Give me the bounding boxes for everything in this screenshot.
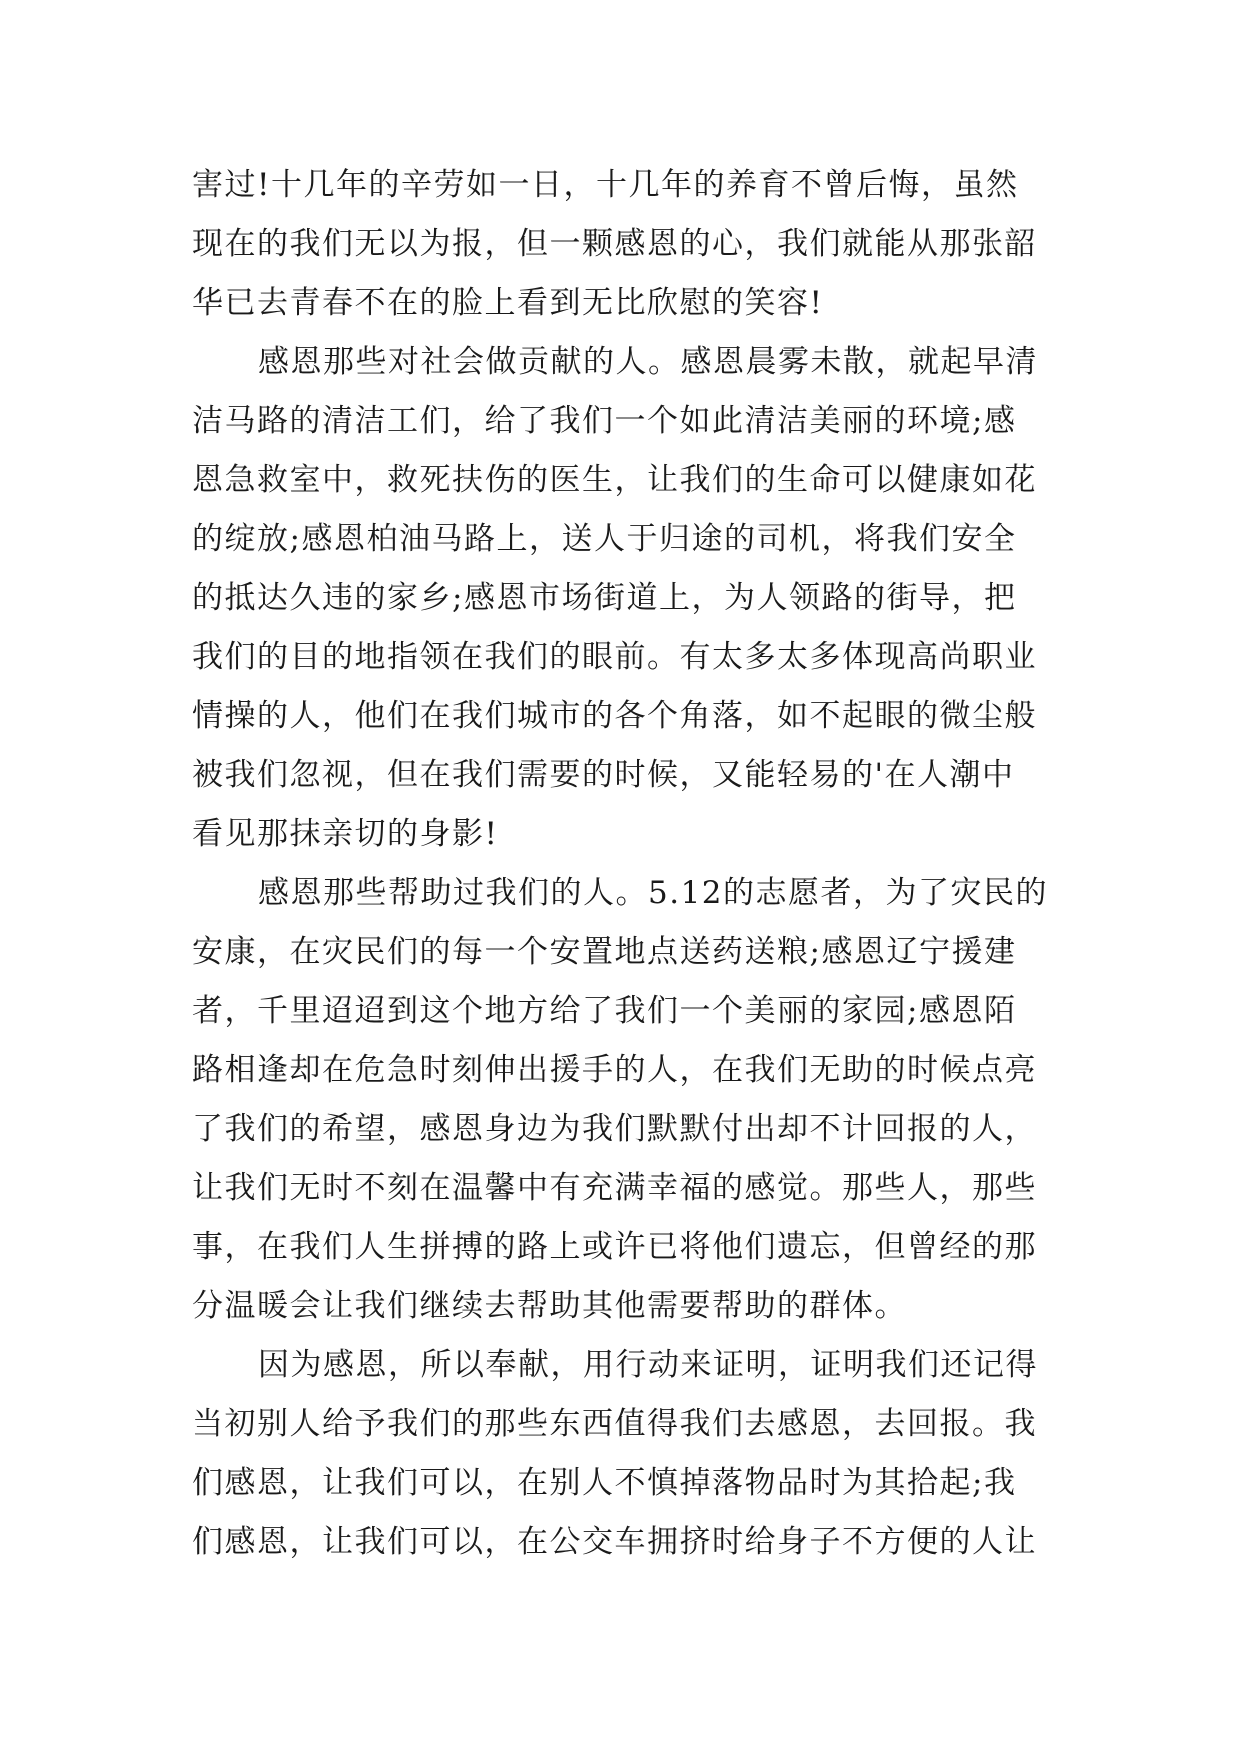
paragraph-start-line: 感恩那些对社会做贡献的人。感恩晨雾未散，就起早清 [258, 344, 1038, 380]
text-line: 现在的我们无以为报，但一颗感恩的心，我们就能从那张韶 [192, 226, 1037, 262]
text-line: 们感恩，让我们可以，在公交车拥挤时给身子不方便的人让 [192, 1524, 1037, 1560]
text-line: 洁马路的清洁工们，给了我们一个如此清洁美丽的环境;感 [192, 403, 1017, 439]
text-line: 了我们的希望，感恩身边为我们默默付出却不计回报的人， [192, 1111, 1037, 1147]
text-line: 分温暖会让我们继续去帮助其他需要帮助的群体。 [192, 1288, 907, 1324]
text-line: 看见那抹亲切的身影! [192, 816, 499, 852]
paragraph-start-line: 感恩那些帮助过我们的人。5.12的志愿者，为了灾民的 [258, 875, 1049, 911]
text-line: 的抵达久违的家乡;感恩市场街道上，为人领路的街导，把 [192, 580, 1017, 616]
text-line: 情操的人，他们在我们城市的各个角落，如不起眼的微尘般 [192, 698, 1037, 734]
text-line: 被我们忽视，但在我们需要的时候，又能轻易的'在人潮中 [192, 757, 1015, 793]
text-line: 让我们无时不刻在温馨中有充满幸福的感觉。那些人，那些 [192, 1170, 1037, 1206]
text-line: 们感恩，让我们可以，在别人不慎掉落物品时为其拾起;我 [192, 1465, 1017, 1501]
text-line: 路相逢却在危急时刻伸出援手的人，在我们无助的时候点亮 [192, 1052, 1037, 1088]
paragraph-start-line: 因为感恩，所以奉献，用行动来证明，证明我们还记得 [258, 1347, 1038, 1383]
text-line: 华已去青春不在的脸上看到无比欣慰的笑容! [192, 285, 824, 321]
text-line: 我们的目的地指领在我们的眼前。有太多太多体现高尚职业 [192, 639, 1037, 675]
text-line: 害过!十几年的辛劳如一日，十几年的养育不曾后悔，虽然 [192, 167, 1019, 203]
text-line: 恩急救室中，救死扶伤的医生，让我们的生命可以健康如花 [192, 462, 1037, 498]
document-body [192, 156, 1052, 1572]
text-line: 事，在我们人生拼搏的路上或许已将他们遗忘，但曾经的那 [192, 1229, 1037, 1265]
text-line: 的绽放;感恩柏油马路上，送人于归途的司机，将我们安全 [192, 521, 1017, 557]
text-line: 安康，在灾民们的每一个安置地点送药送粮;感恩辽宁援建 [192, 934, 1017, 970]
text-line: 者，千里迢迢到这个地方给了我们一个美丽的家园;感恩陌 [192, 993, 1017, 1029]
text-line: 当初别人给予我们的那些东西值得我们去感恩，去回报。我 [192, 1406, 1037, 1442]
